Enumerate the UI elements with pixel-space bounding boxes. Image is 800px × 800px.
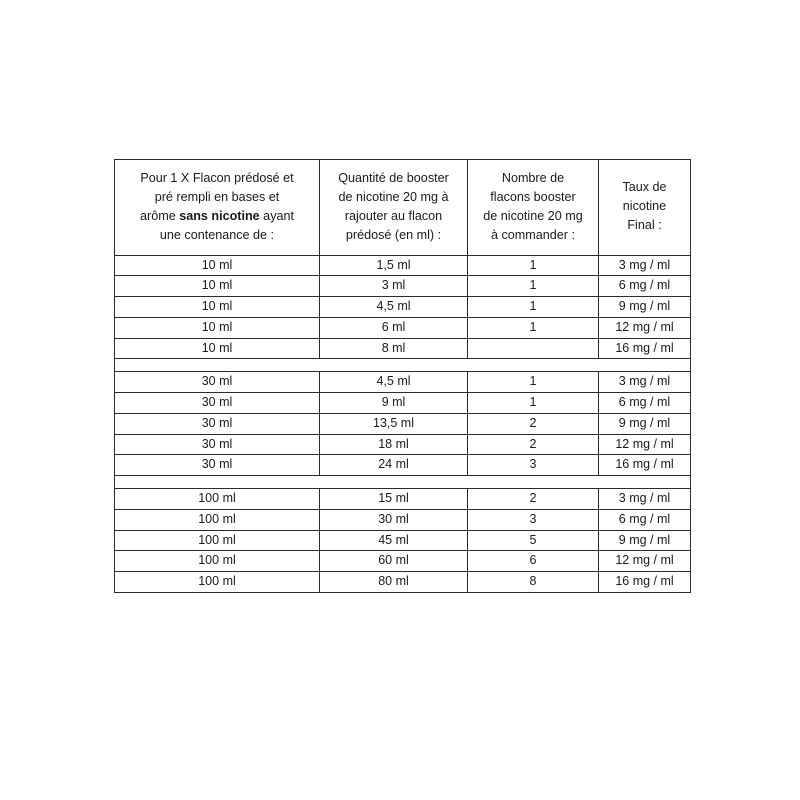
cell-taux: 12 mg / ml <box>599 317 691 338</box>
table-row <box>115 276 691 297</box>
cell-contenance: 10 ml <box>115 317 320 338</box>
header-cell-taux <box>599 160 691 256</box>
cell-booster: 24 ml <box>320 455 468 476</box>
cell-flacons: 3 <box>468 455 599 476</box>
cell-contenance: 100 ml <box>115 509 320 530</box>
table-row <box>115 372 691 393</box>
header-line-4: à commander : <box>491 227 575 242</box>
cell-taux: 6 mg / ml <box>599 509 691 530</box>
header-cell-flacons <box>468 160 599 256</box>
cell-contenance: 30 ml <box>115 434 320 455</box>
separator-cell <box>599 359 691 372</box>
dosage-table-sheet <box>114 159 690 593</box>
table-row <box>115 317 691 338</box>
cell-flacons: 2 <box>468 413 599 434</box>
table-row <box>115 338 691 359</box>
table-body <box>115 255 691 592</box>
cell-flacons <box>468 338 599 359</box>
cell-booster: 9 ml <box>320 393 468 414</box>
cell-flacons: 1 <box>468 317 599 338</box>
cell-contenance: 30 ml <box>115 372 320 393</box>
cell-booster: 30 ml <box>320 509 468 530</box>
cell-flacons: 1 <box>468 393 599 414</box>
header-line-3-post: ayant <box>259 208 294 223</box>
header-cell-contenance <box>115 160 320 256</box>
cell-taux: 12 mg / ml <box>599 551 691 572</box>
table-row <box>115 413 691 434</box>
cell-booster: 8 ml <box>320 338 468 359</box>
cell-taux: 3 mg / ml <box>599 372 691 393</box>
cell-contenance: 10 ml <box>115 255 320 276</box>
table-row <box>115 489 691 510</box>
cell-contenance: 30 ml <box>115 413 320 434</box>
cell-contenance: 100 ml <box>115 551 320 572</box>
header-line-3: Final : <box>627 218 662 233</box>
cell-booster: 18 ml <box>320 434 468 455</box>
cell-booster: 4,5 ml <box>320 372 468 393</box>
cell-booster: 3 ml <box>320 276 468 297</box>
cell-booster: 45 ml <box>320 530 468 551</box>
cell-flacons: 3 <box>468 509 599 530</box>
table-row <box>115 572 691 593</box>
table-row <box>115 434 691 455</box>
header-line-4: une contenance de : <box>159 227 275 242</box>
cell-taux: 9 mg / ml <box>599 297 691 318</box>
table-row <box>115 255 691 276</box>
cell-flacons: 1 <box>468 276 599 297</box>
header-line-1: Taux de <box>622 180 667 195</box>
cell-booster: 60 ml <box>320 551 468 572</box>
cell-flacons: 1 <box>468 255 599 276</box>
header-line-3: de nicotine 20 mg <box>483 208 583 223</box>
cell-contenance: 100 ml <box>115 530 320 551</box>
cell-contenance: 30 ml <box>115 393 320 414</box>
header-line-1: Quantité de booster <box>338 171 449 185</box>
separator-cell <box>599 476 691 489</box>
table-row <box>115 455 691 476</box>
separator-cell <box>320 476 468 489</box>
table-group-separator <box>115 476 691 489</box>
cell-contenance: 10 ml <box>115 276 320 297</box>
cell-taux: 9 mg / ml <box>599 530 691 551</box>
cell-taux: 12 mg / ml <box>599 434 691 455</box>
separator-cell <box>468 359 599 372</box>
cell-flacons: 1 <box>468 297 599 318</box>
cell-booster: 6 ml <box>320 317 468 338</box>
table-row <box>115 393 691 414</box>
cell-taux: 16 mg / ml <box>599 338 691 359</box>
header-line-1: Nombre de <box>501 171 565 185</box>
cell-contenance: 100 ml <box>115 572 320 593</box>
header-line-3-bold: sans nicotine <box>179 208 260 223</box>
table-row <box>115 551 691 572</box>
cell-booster: 80 ml <box>320 572 468 593</box>
cell-contenance: 100 ml <box>115 489 320 510</box>
header-line-3-pre: arôme <box>140 208 180 223</box>
cell-contenance: 30 ml <box>115 455 320 476</box>
separator-cell <box>115 359 320 372</box>
cell-booster: 13,5 ml <box>320 413 468 434</box>
header-line-1: Pour 1 X Flacon prédosé et <box>140 171 294 185</box>
separator-cell <box>468 476 599 489</box>
cell-booster: 4,5 ml <box>320 297 468 318</box>
cell-booster: 15 ml <box>320 489 468 510</box>
table-row <box>115 530 691 551</box>
cell-flacons: 2 <box>468 434 599 455</box>
header-line-2: nicotine <box>622 199 667 214</box>
cell-flacons: 8 <box>468 572 599 593</box>
table-row <box>115 297 691 318</box>
cell-taux: 16 mg / ml <box>599 572 691 593</box>
table-header <box>115 160 691 256</box>
header-line-2: de nicotine 20 mg à <box>338 189 449 204</box>
separator-cell <box>115 476 320 489</box>
cell-flacons: 5 <box>468 530 599 551</box>
cell-taux: 6 mg / ml <box>599 393 691 414</box>
table-header-row <box>115 160 691 256</box>
cell-taux: 3 mg / ml <box>599 489 691 510</box>
header-line-2: flacons booster <box>490 189 576 204</box>
cell-flacons: 6 <box>468 551 599 572</box>
cell-flacons: 1 <box>468 372 599 393</box>
header-line-3: rajouter au flacon <box>344 208 443 223</box>
header-cell-booster <box>320 160 468 256</box>
header-line-2: pré rempli en bases et <box>154 189 280 204</box>
cell-contenance: 10 ml <box>115 338 320 359</box>
cell-flacons: 2 <box>468 489 599 510</box>
cell-contenance: 10 ml <box>115 297 320 318</box>
nicotine-dosage-table <box>114 159 691 593</box>
table-row <box>115 509 691 530</box>
cell-booster: 1,5 ml <box>320 255 468 276</box>
cell-taux: 3 mg / ml <box>599 255 691 276</box>
separator-cell <box>320 359 468 372</box>
cell-taux: 6 mg / ml <box>599 276 691 297</box>
table-group-separator <box>115 359 691 372</box>
cell-taux: 16 mg / ml <box>599 455 691 476</box>
cell-taux: 9 mg / ml <box>599 413 691 434</box>
header-line-4: prédosé (en ml) : <box>345 227 442 242</box>
